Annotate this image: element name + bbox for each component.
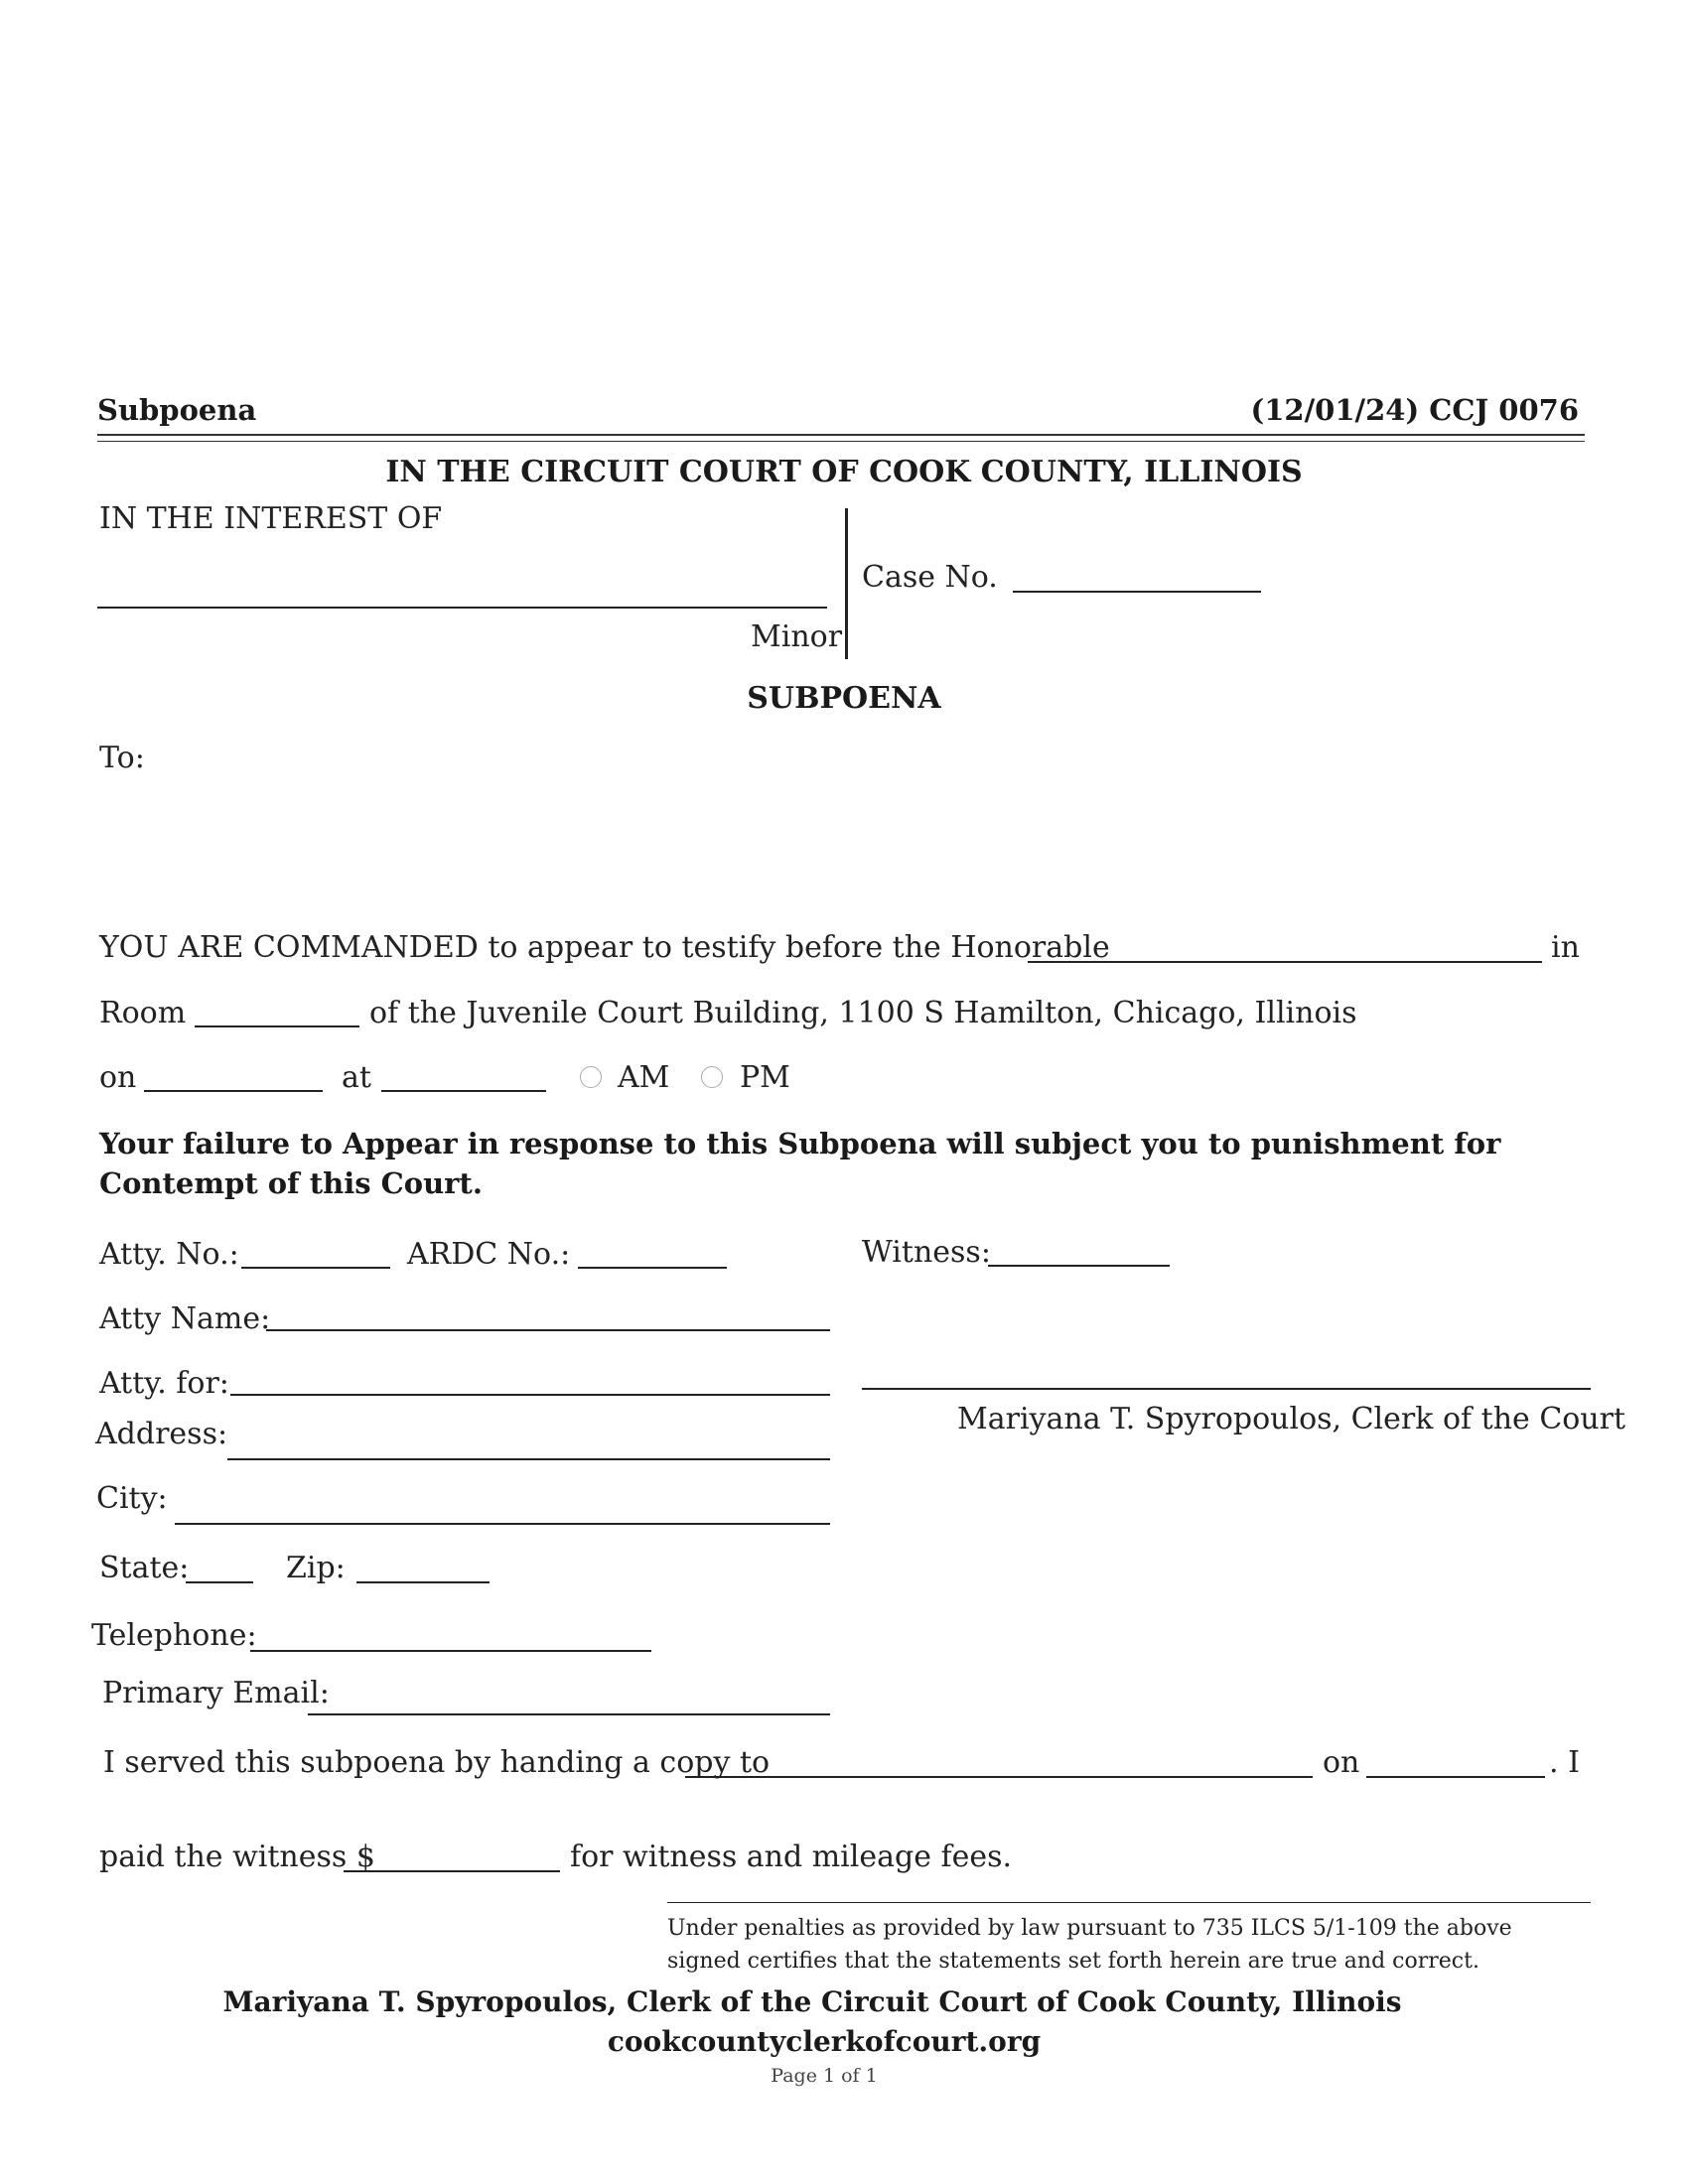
ardc-no-input[interactable] — [578, 1231, 727, 1269]
building-text: of the Juvenile Court Building, 1100 S Hamilton, Chicago, Illinois — [369, 996, 1357, 1030]
at-label: at — [342, 1060, 371, 1095]
footer-website[interactable]: cookcountyclerkofcourt.org — [607, 2025, 1042, 2058]
primary-email-input[interactable] — [308, 1678, 830, 1715]
on-label: on — [99, 1060, 137, 1095]
witness-input[interactable] — [988, 1229, 1170, 1267]
case-no-label: Case No. — [862, 560, 998, 595]
page-number: Page 1 of 1 — [771, 2065, 878, 2087]
ardc-no-label: ARDC No.: — [407, 1237, 571, 1272]
pm-radio[interactable] — [701, 1066, 723, 1088]
form-title: Subpoena — [97, 393, 257, 427]
address-input[interactable] — [227, 1423, 830, 1460]
served-date-input[interactable] — [1366, 1740, 1545, 1778]
telephone-label: Telephone: — [91, 1618, 257, 1653]
am-label: AM — [618, 1060, 670, 1095]
court-title: IN THE CIRCUIT COURT OF COOK COUNTY, ILLINOIS — [385, 455, 1303, 489]
am-radio[interactable] — [580, 1066, 602, 1088]
appearance-time-input[interactable] — [381, 1054, 546, 1092]
fees-text: for witness and mileage fees. — [570, 1840, 1013, 1874]
room-label: Room — [99, 996, 187, 1030]
atty-name-label: Atty Name: — [99, 1301, 271, 1336]
interest-of-label: IN THE INTEREST OF — [99, 501, 443, 536]
served-text: I served this subpoena by handing a copy to — [103, 1745, 771, 1780]
caption-divider — [845, 508, 848, 659]
minor-label: Minor — [751, 619, 843, 654]
to-recipient-area[interactable] — [159, 741, 1549, 860]
judge-input[interactable] — [1028, 925, 1542, 963]
clerk-signature-line — [862, 1388, 1591, 1390]
certification-text: Under penalties as provided by law pursuant to 735 ILCS 5/1-109 the above signed certifies that the statements set forth herein are true and correct. — [667, 1916, 1512, 1974]
atty-no-label: Atty. No.: — [99, 1237, 239, 1272]
atty-name-input[interactable] — [266, 1294, 830, 1331]
zip-label: Zip: — [286, 1551, 346, 1585]
clerk-signature-caption: Mariyana T. Spyropoulos, Clerk of the Court — [957, 1402, 1626, 1436]
witness-label: Witness: — [862, 1235, 991, 1270]
zip-input[interactable] — [356, 1546, 490, 1583]
room-input[interactable] — [195, 990, 359, 1027]
to-label: To: — [99, 741, 145, 775]
contempt-warning: Your failure to Appear in response to this Subpoena will subject you to punishment for Contempt of this Court. — [99, 1127, 1501, 1200]
server-signature-line — [667, 1902, 1591, 1903]
command-text: YOU ARE COMMANDED to appear to testify before the Honorable — [99, 930, 1110, 965]
telephone-input[interactable] — [250, 1614, 651, 1652]
atty-no-input[interactable] — [241, 1231, 390, 1269]
city-label: City: — [96, 1481, 168, 1516]
state-input[interactable] — [186, 1546, 253, 1583]
atty-for-label: Atty. for: — [99, 1366, 229, 1401]
primary-email-label: Primary Email: — [102, 1676, 330, 1710]
witness-fee-input[interactable] — [344, 1835, 560, 1872]
minor-name-input[interactable] — [97, 571, 827, 609]
served-to-input[interactable] — [685, 1740, 1313, 1778]
pm-label: PM — [740, 1060, 790, 1095]
appearance-date-input[interactable] — [144, 1054, 323, 1092]
form-code: (12/01/24) CCJ 0076 — [1250, 393, 1579, 427]
served-i-text: . I — [1549, 1745, 1580, 1780]
document-title: SUBPOENA — [747, 681, 941, 716]
header-rule-top — [97, 434, 1585, 436]
state-label: State: — [99, 1551, 190, 1585]
header-rule-bottom — [97, 441, 1585, 442]
served-on-text: on — [1323, 1745, 1360, 1780]
city-input[interactable] — [175, 1487, 830, 1525]
paid-text: paid the witness $ — [99, 1840, 375, 1874]
in-text: in — [1551, 930, 1580, 965]
address-label: Address: — [95, 1417, 228, 1451]
case-no-input[interactable] — [1013, 555, 1261, 593]
footer-clerk-line: Mariyana T. Spyropoulos, Clerk of the Circuit Court of Cook County, Illinois — [222, 1985, 1402, 2018]
atty-for-input[interactable] — [230, 1358, 830, 1396]
